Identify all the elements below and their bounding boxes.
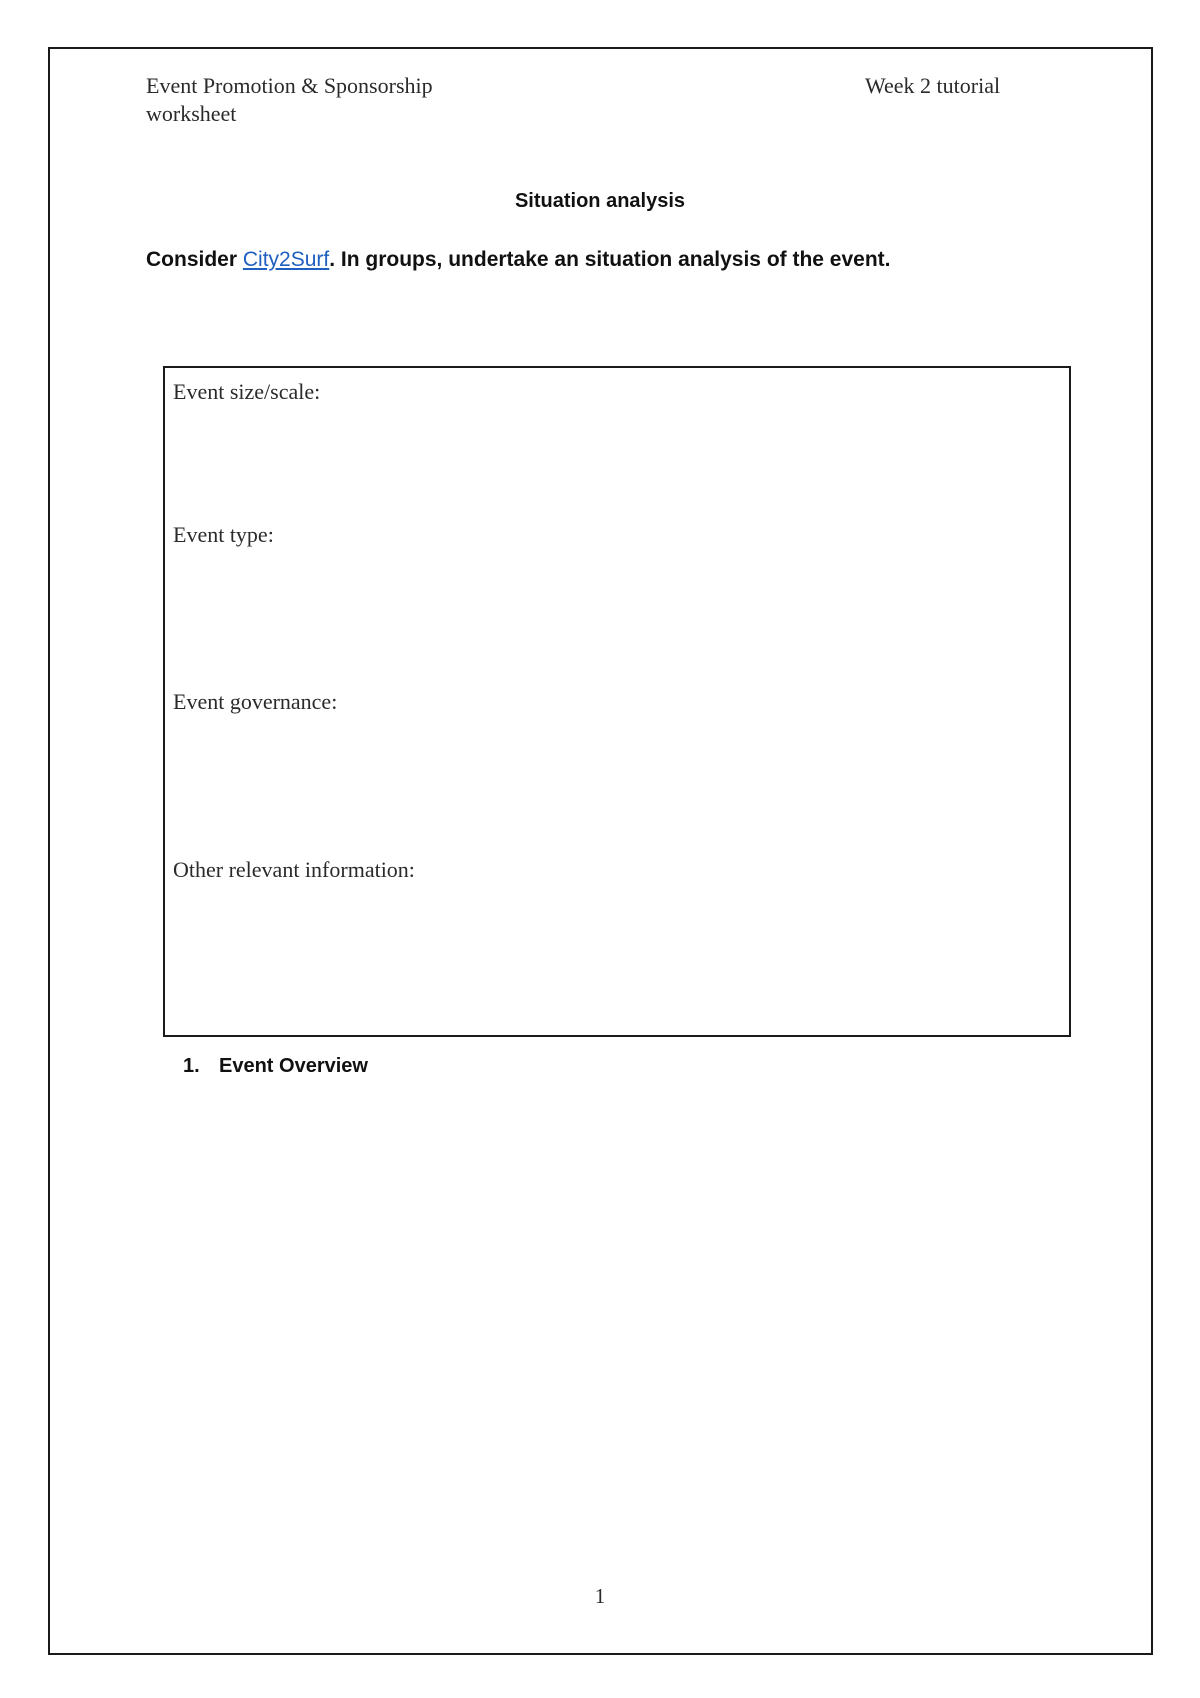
field-other-relevant-information: Other relevant information: — [173, 857, 415, 882]
section-number: 1. — [183, 1055, 200, 1077]
section-heading-event-overview — [183, 1053, 368, 1079]
field-event-type: Event type: — [173, 522, 274, 547]
header-week: Week 2 tutorial — [865, 73, 1001, 98]
header-course-line1: Event Promotion & Sponsorship — [146, 73, 433, 98]
city2surf-link[interactable]: City2Surf — [242, 248, 330, 271]
header-course-title — [146, 72, 433, 128]
instruction-suffix: . In groups, undertake an situation analysis of the event. — [329, 248, 891, 271]
section-title: Event Overview — [219, 1055, 368, 1077]
field-event-size-scale: Event size/scale: — [173, 379, 321, 404]
field-event-governance: Event governance: — [173, 689, 338, 714]
instruction — [146, 246, 891, 274]
page-number: 1 — [594, 1584, 606, 1608]
instruction-prefix: Consider — [146, 248, 243, 271]
page-title: Situation analysis — [514, 190, 686, 212]
situation-analysis-box — [163, 366, 1071, 1037]
header-course-line2: worksheet — [146, 101, 237, 126]
